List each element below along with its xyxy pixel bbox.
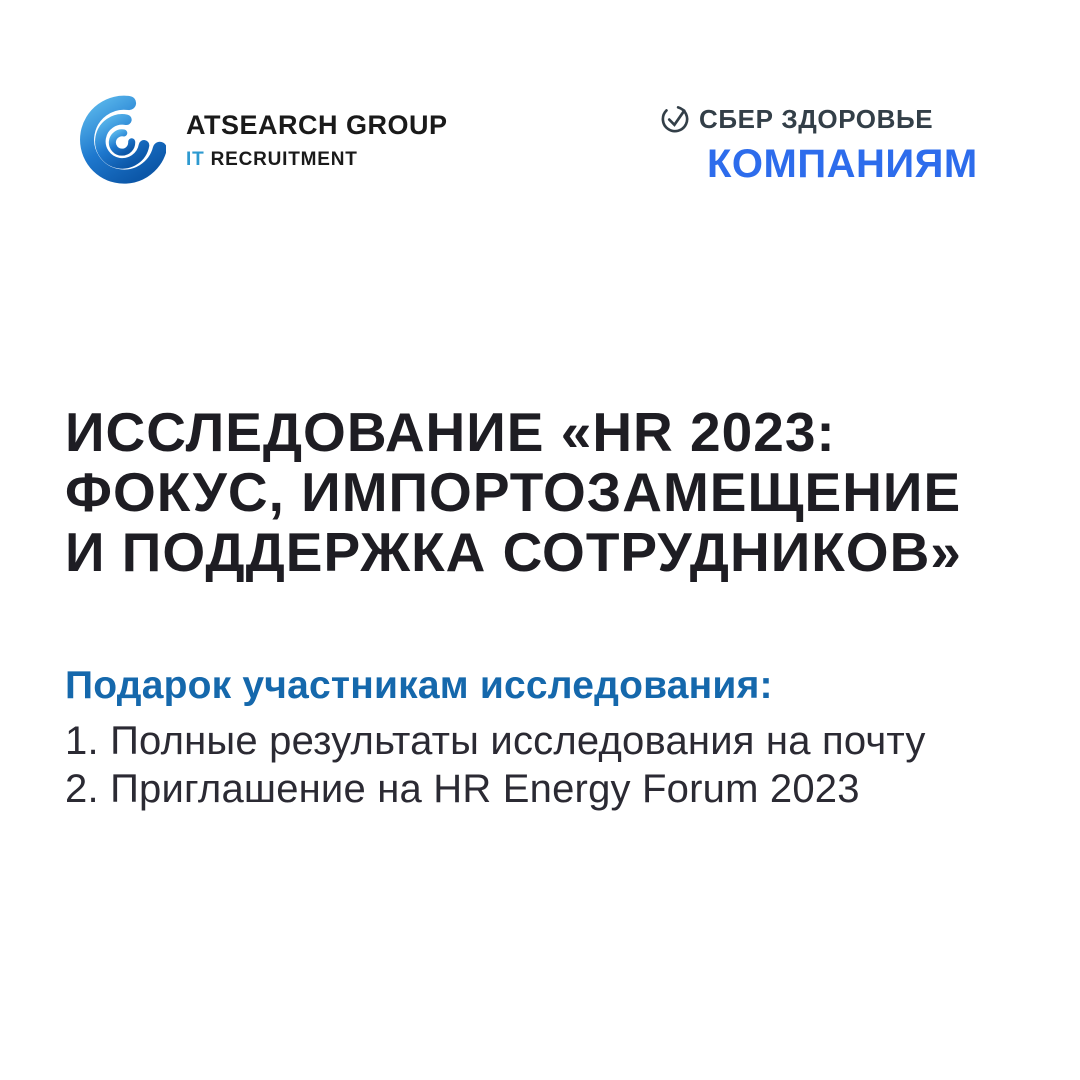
sber-check-circle-icon (660, 104, 690, 134)
gift-list-item-2: 2. Приглашение на HR Energy Forum 2023 (65, 767, 860, 811)
sber-health-logo (660, 104, 978, 184)
title-line-2: ФОКУС, ИМПОРТОЗАМЕЩЕНИЕ (65, 461, 962, 523)
page-title (65, 402, 1045, 582)
atsearch-logo (78, 92, 448, 188)
sber-health-name: СБЕР ЗДОРОВЬЕ (699, 104, 934, 134)
title-line-3: И ПОДДЕРЖКА СОТРУДНИКОВ» (65, 521, 962, 583)
gift-list (65, 717, 926, 813)
title-line-1: ИССЛЕДОВАНИЕ «HR 2023: (65, 401, 836, 463)
atsearch-subtitle (186, 150, 448, 169)
header (0, 0, 1080, 220)
atsearch-wordmark (186, 109, 448, 170)
atsearch-subtitle-rest: RECRUITMENT (204, 148, 358, 170)
gift-list-item-1: 1. Полные результаты исследования на почту (65, 719, 926, 763)
atsearch-swirl-icon (78, 92, 166, 188)
sber-audience-label: КОМПАНИЯМ (707, 142, 978, 186)
atsearch-name: ATSEARCH GROUP (186, 109, 448, 140)
atsearch-subtitle-accent: IT (186, 148, 205, 170)
gift-heading: Подарок участникам исследования: (65, 664, 773, 707)
